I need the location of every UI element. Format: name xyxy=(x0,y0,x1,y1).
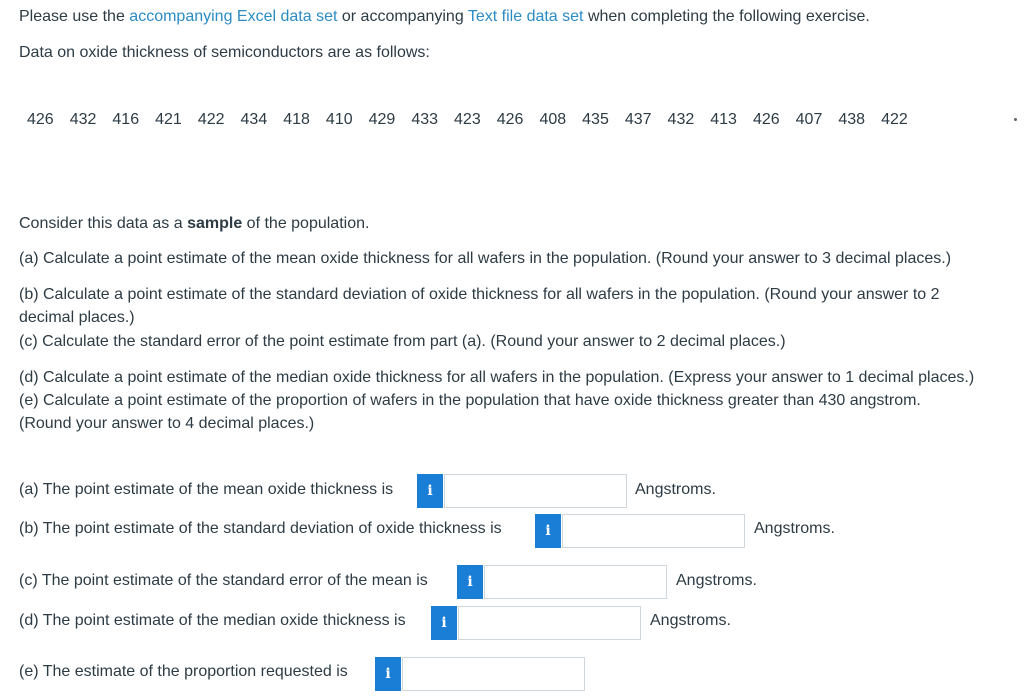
data-value: 408 xyxy=(539,111,567,128)
data-value: 422 xyxy=(197,111,225,128)
data-value: 423 xyxy=(454,111,481,128)
data-value: 426 xyxy=(496,111,524,128)
answer-a-label: (a) The point estimate of the mean oxide thickness is xyxy=(19,481,394,498)
data-value: 435 xyxy=(582,111,609,128)
data-value: 426 xyxy=(752,111,780,128)
data-value: 434 xyxy=(240,111,268,128)
consider-text xyxy=(19,215,369,233)
answer-e-input[interactable] xyxy=(402,657,585,691)
intro-prefix: Please use the xyxy=(19,8,130,25)
text-file-link[interactable]: Text file data set xyxy=(467,8,584,25)
data-value: 416 xyxy=(112,111,140,128)
answer-b-input[interactable] xyxy=(562,514,745,548)
data-value: 433 xyxy=(411,111,439,128)
answer-c-label: (c) The point estimate of the standard error of the mean is xyxy=(19,572,428,589)
intro-suffix: when completing the following exercise. xyxy=(583,8,870,25)
question-b-line2: decimal places.) xyxy=(19,309,135,326)
consider-bold: sample xyxy=(187,215,243,232)
data-value: 432 xyxy=(69,111,97,128)
info-icon[interactable]: i xyxy=(457,565,483,599)
ellipsis-icon xyxy=(1014,118,1017,121)
consider-prefix: Consider this data as a xyxy=(19,215,188,232)
answer-a-input[interactable] xyxy=(444,474,627,508)
answer-e-label: (e) The estimate of the proportion requested is xyxy=(19,663,348,680)
data-value: 413 xyxy=(710,111,737,128)
question-e-line2: (Round your answer to 4 decimal places.) xyxy=(19,415,315,432)
data-value: 426 xyxy=(27,111,54,128)
data-value: 438 xyxy=(838,111,866,128)
intro-line xyxy=(19,8,870,26)
info-icon[interactable]: i xyxy=(431,606,457,640)
question-d: (d) Calculate a point estimate of the median oxide thickness for all wafers in the population. (Express your answer to 1 decimal places.) xyxy=(19,369,975,386)
answer-c-unit: Angstroms. xyxy=(676,572,757,589)
info-icon[interactable]: i xyxy=(417,474,443,508)
data-value: 429 xyxy=(368,111,396,128)
data-heading: Data on oxide thickness of semiconductors are as follows: xyxy=(19,44,430,61)
data-value: 437 xyxy=(624,111,652,128)
intro-middle: or accompanying xyxy=(337,8,468,25)
answer-b-unit: Angstroms. xyxy=(754,520,835,537)
data-value: 407 xyxy=(795,111,823,128)
data-value: 422 xyxy=(881,111,908,128)
question-b-line1: (b) Calculate a point estimate of the standard deviation of oxide thickness for all wafers in the population. (Round your answer to 2 xyxy=(19,286,940,303)
question-e-line1: (e) Calculate a point estimate of the proportion of wafers in the population that have oxide thickness greater than 430 angstrom. xyxy=(19,392,921,409)
data-value: 432 xyxy=(667,111,695,128)
answer-a-unit: Angstroms. xyxy=(635,481,716,498)
answer-b-label: (b) The point estimate of the standard deviation of oxide thickness is xyxy=(19,520,502,537)
data-values-row[interactable] xyxy=(27,111,1017,133)
info-icon[interactable]: i xyxy=(535,514,561,548)
info-icon[interactable]: i xyxy=(375,657,401,691)
data-value: 421 xyxy=(155,111,182,128)
question-a: (a) Calculate a point estimate of the mean oxide thickness for all wafers in the population. (Round your answer to 3 decimal places.) xyxy=(19,250,952,267)
answer-d-label: (d) The point estimate of the median oxide thickness is xyxy=(19,612,406,629)
excel-data-link[interactable]: accompanying Excel data set xyxy=(129,8,338,25)
answer-d-unit: Angstroms. xyxy=(650,612,731,629)
question-c: (c) Calculate the standard error of the point estimate from part (a). (Round your answer to 2 decimal places.) xyxy=(19,333,786,350)
answer-c-input[interactable] xyxy=(484,565,667,599)
consider-suffix: of the population. xyxy=(242,215,370,232)
answer-d-input[interactable] xyxy=(458,606,641,640)
data-value: 410 xyxy=(325,111,353,128)
data-value: 418 xyxy=(283,111,310,128)
